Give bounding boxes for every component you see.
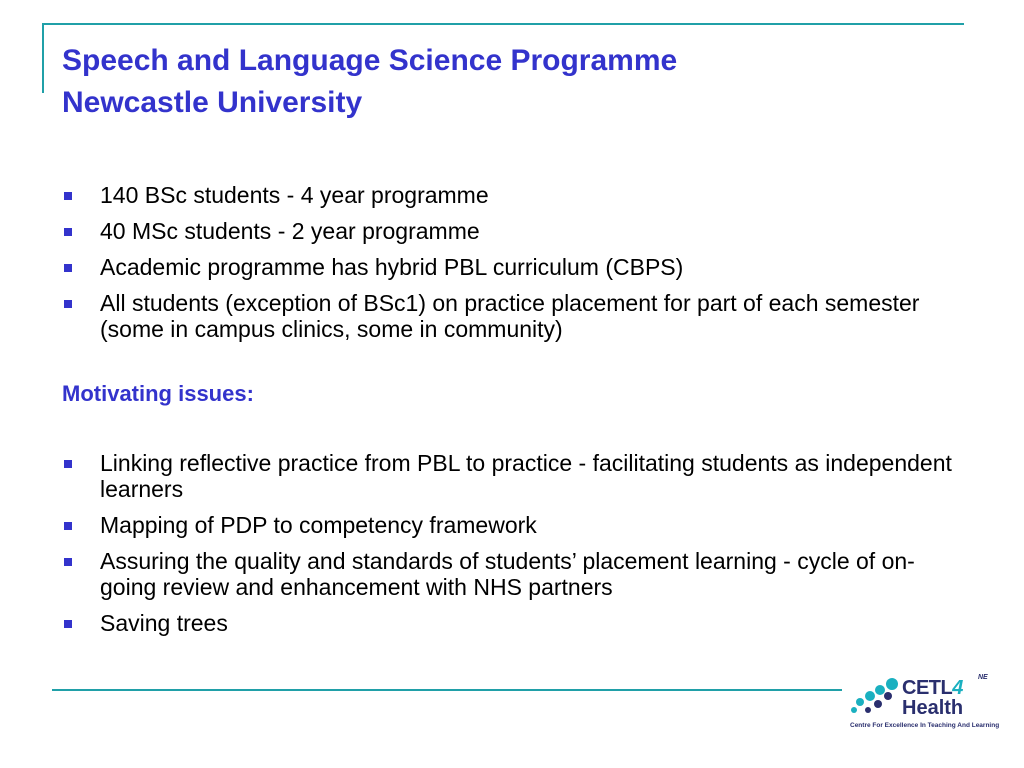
motivating-issues-heading: Motivating issues: — [62, 381, 254, 406]
list-item-text: Mapping of PDP to competency framework — [100, 512, 537, 538]
list-item-text: Linking reflective practice from PBL to practice - facilitating students as independent learners — [100, 450, 952, 502]
square-bullet-icon — [64, 620, 72, 628]
square-bullet-icon — [64, 300, 72, 308]
slide-title-line-1: Speech and Language Science Programme — [62, 44, 678, 77]
top-divider-line — [42, 23, 964, 25]
list-item — [62, 610, 962, 636]
list-item — [62, 548, 962, 600]
list-item — [62, 290, 962, 342]
square-bullet-icon — [64, 192, 72, 200]
list-item — [62, 182, 962, 208]
square-bullet-icon — [64, 558, 72, 566]
list-item-text: Academic programme has hybrid PBL curriculum (CBPS) — [100, 254, 684, 280]
cetl4-health-logo — [848, 672, 1000, 734]
list-item-text: 140 BSc students - 4 year programme — [100, 182, 489, 208]
list-item-text: Saving trees — [100, 610, 228, 636]
list-item — [62, 218, 962, 244]
list-item — [62, 254, 962, 280]
motivating-issues-list — [62, 450, 962, 646]
slide-title — [62, 40, 677, 124]
list-item-text: All students (exception of BSc1) on practice placement for part of each semester (some in campus clinics, some in community) — [100, 290, 920, 342]
logo-tagline: Centre For Excellence In Teaching And Learning — [850, 722, 1000, 729]
left-accent-line — [42, 23, 44, 93]
square-bullet-icon — [64, 522, 72, 530]
list-item-text: 40 MSc students - 2 year programme — [100, 218, 480, 244]
square-bullet-icon — [64, 264, 72, 272]
list-item-text: Assuring the quality and standards of students’ placement learning - cycle of on-going review and enhancement with NHS partners — [100, 548, 915, 600]
slide-title-line-2: Newcastle University — [62, 86, 363, 119]
programme-facts-list — [62, 182, 962, 352]
logo-health-word: Health — [902, 697, 964, 719]
logo-wordmark: CETL4 — [902, 677, 963, 699]
list-item — [62, 512, 962, 538]
bottom-divider-line — [52, 689, 842, 691]
square-bullet-icon — [64, 460, 72, 468]
logo-superscript: NE — [978, 674, 988, 681]
square-bullet-icon — [64, 228, 72, 236]
molecule-icon — [848, 672, 904, 722]
list-item — [62, 450, 962, 502]
